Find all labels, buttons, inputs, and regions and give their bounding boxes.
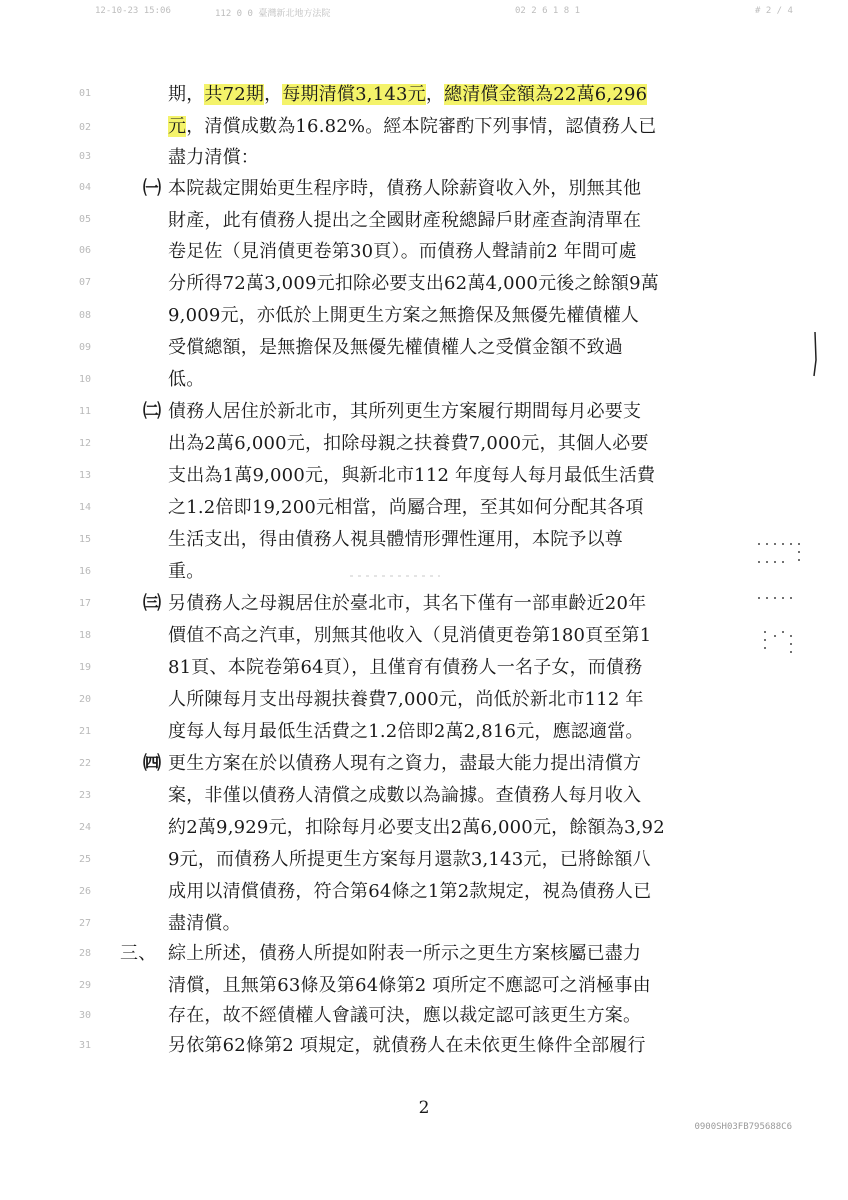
text-line: 案，非僅以債務人清償之成數以為論據。查債務人每月收入	[168, 785, 642, 806]
line-number: 09	[78, 342, 92, 353]
text-line: 存在，故不經債權人會議可決，應以裁定認可該更生方案。	[168, 1005, 642, 1026]
highlight-installments: 共72期	[204, 84, 265, 105]
line-number: 07	[78, 277, 92, 288]
text-line: 另依第62條第2 項規定，就債務人在未依更生條件全部履行	[168, 1035, 646, 1056]
fax-header-page: # 2 / 4	[755, 6, 793, 16]
line-number: 29	[78, 980, 92, 991]
highlight-total-amount-end: 元	[168, 116, 187, 137]
line-number: 05	[78, 214, 92, 225]
document-code: 0900SH03FB795688C6	[694, 1122, 792, 1132]
text-line: 更生方案在於以債務人現有之資力，盡最大能力提出清償方	[168, 753, 642, 774]
text-line: 9元，而債務人所提更生方案每月還款3,143元，已將餘額八	[168, 849, 651, 870]
text-line: 生活支出，得由債務人視具體情形彈性運用，本院予以尊	[168, 529, 623, 550]
page-number: 2	[418, 1098, 430, 1118]
line-number: 08	[78, 310, 92, 321]
scan-edge-mark	[810, 330, 820, 380]
highlight-installment-amount: 每期清償3,143元	[282, 84, 426, 105]
highlight-total-amount: 總清償金額為22萬6,296	[444, 84, 648, 105]
text-line: 本院裁定開始更生程序時，債務人除薪資收入外，別無其他	[168, 178, 642, 199]
text-segment: ，	[425, 84, 445, 105]
text-line: 另債務人之母親居住於臺北市，其名下僅有一部車齡近20年	[168, 593, 647, 614]
text-segment: ，	[264, 84, 283, 105]
fax-header-number: 02 2 6 1 8 1	[515, 6, 581, 16]
line-number: 20	[78, 694, 92, 705]
text-line: 人所陳每月支出母親扶養費7,000元，尚低於新北市112 年	[168, 689, 644, 710]
line-number: 06	[78, 245, 92, 256]
item-marker-3: ㈢	[143, 593, 161, 614]
text-line: 約2萬9,929元，扣除每月必要支出2萬6,000元，餘額為3,92	[168, 817, 665, 838]
text-line: 成用以清償債務，符合第64條之1第2款規定，視為債務人已	[168, 881, 652, 902]
line-number: 28	[78, 948, 92, 959]
line-number: 10	[78, 374, 92, 385]
text-line: 支出為1萬9,000元，與新北市112 年度每人每月最低生活費	[168, 465, 656, 486]
line-number: 15	[78, 534, 92, 545]
line-number: 21	[78, 726, 92, 737]
line-number: 16	[78, 566, 92, 577]
text-line: 81頁、本院卷第64頁），且僅育有債務人一名子女，而債務	[168, 657, 643, 678]
text-line: 清償，且無第63條及第64條第2 項所定不應認可之消極事由	[168, 975, 651, 996]
line-number: 01	[78, 88, 92, 99]
line-number: 25	[78, 854, 92, 865]
section-marker-3: 三、	[120, 943, 157, 964]
item-marker-1: ㈠	[143, 178, 161, 199]
fax-header-sender: 112 0 0 臺灣新北地方法院	[215, 9, 331, 19]
line-number: 27	[78, 918, 92, 929]
line-number: 24	[78, 822, 92, 833]
line-number: 30	[78, 1010, 92, 1021]
text-line: 9,009元，亦低於上開更生方案之無擔保及無優先權債權人	[168, 305, 640, 326]
text-line: 低。	[168, 369, 205, 390]
line-number: 12	[78, 438, 92, 449]
line-number: 26	[78, 886, 92, 897]
text-segment: 期，	[168, 84, 205, 105]
line-number: 13	[78, 470, 92, 481]
text-line: 度每人每月最低生活費之1.2倍即2萬2,816元，應認適當。	[168, 721, 644, 742]
line-number: 23	[78, 790, 92, 801]
fax-header	[95, 6, 835, 18]
scan-dot-artifacts	[755, 540, 807, 670]
line-number: 22	[78, 758, 92, 769]
text-line: 之1.2倍即19,200元相當，尚屬合理，至其如何分配其各項	[168, 497, 644, 518]
text-line	[168, 116, 656, 138]
text-line: 卷足佐（見消債更卷第30頁）。而債務人聲請前2 年間可處	[168, 241, 637, 262]
line-number: 17	[78, 598, 92, 609]
item-marker-4: ㈣	[143, 753, 161, 774]
scan-smudge	[350, 574, 440, 578]
text-line: 分所得72萬3,009元扣除必要支出62萬4,000元後之餘額9萬	[168, 273, 659, 294]
text-line: 價值不高之汽車，別無其他收入（見消債更卷第180頁至第1	[168, 625, 652, 646]
line-number: 14	[78, 502, 92, 513]
text-line	[168, 84, 647, 106]
text-line: 重。	[168, 561, 205, 582]
item-marker-2: ㈡	[143, 401, 161, 422]
text-line: 綜上所述，債務人所提如附表一所示之更生方案核屬已盡力	[168, 943, 642, 964]
text-line: 出為2萬6,000元，扣除母親之扶養費7,000元，其個人必要	[168, 433, 649, 454]
line-number: 31	[78, 1040, 92, 1051]
text-line: 盡清償。	[168, 913, 241, 934]
text-segment: ，清償成數為16.82%。經本院審酌下列事情，認債務人已	[186, 116, 657, 137]
text-line: 盡力清償：	[168, 147, 259, 168]
text-line: 受償總額，是無擔保及無優先權債權人之受償金額不致過	[168, 337, 623, 358]
line-number: 11	[78, 406, 92, 417]
line-number: 18	[78, 630, 92, 641]
fax-header-time: 12-10-23 15:06	[95, 6, 171, 16]
text-line: 債務人居住於新北市，其所列更生方案履行期間每月必要支	[168, 401, 642, 422]
line-number: 03	[78, 151, 92, 162]
line-number: 19	[78, 662, 92, 673]
line-number: 02	[78, 122, 92, 133]
text-line: 財產，此有債務人提出之全國財產稅總歸戶財產查詢清單在	[168, 210, 642, 231]
line-number: 04	[78, 182, 92, 193]
